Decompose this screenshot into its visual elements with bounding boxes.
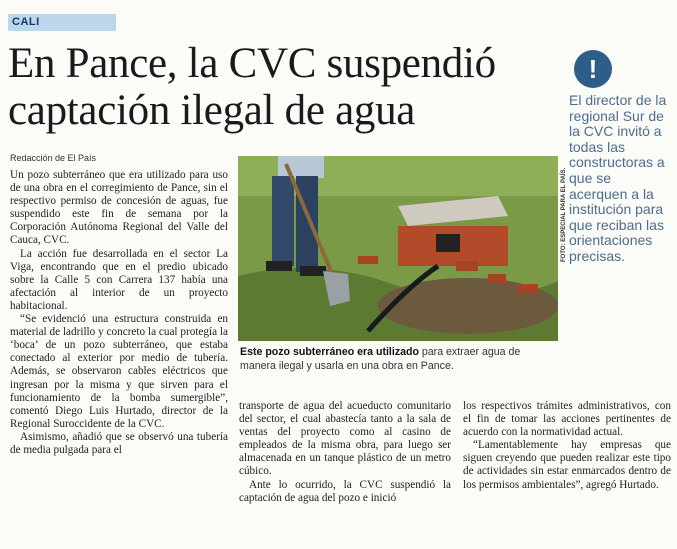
photo-caption-bold: Este pozo subterráneo era utilizado bbox=[240, 346, 419, 358]
headline-line-2: captación ilegal de agua bbox=[8, 87, 416, 134]
well-photo-illustration bbox=[238, 156, 558, 341]
paragraph-5: transporte de agua del acueducto comunitario del sector, el cual abastecía tanto a la sala de ventas del proyecto como al casino de empleados de la misma obra, para luego ser almacenada en un tanque plástico de un metro cúbico. bbox=[239, 400, 451, 478]
section-tag: CALI bbox=[8, 14, 116, 31]
paragraph-2: La acción fue desarrollada en el sector La Viga, encontrando que en el predio ubicado sobre la Calle 5 con Carrera 137 había una afectación al interior de un proyecto habitacional. bbox=[10, 247, 228, 312]
photo-caption-text: para extraer agua de manera ilegal y usarla en una obra en Pance. bbox=[240, 346, 521, 372]
paragraph-1: Un pozo subterráneo que era utilizado para uso de una obra en el corregimiento de Pance, sin el respectivo permiso de concesión de aguas, fue suspendido este fin de semana por la Corporación Autónoma Regional del Valle del Cauca, CVC. bbox=[10, 169, 228, 247]
paragraph-8: “Lamentablemente hay empresas que siguen creyendo que pueden realizar este tipo de actividades sin estar enmarcados dentro de los permisos ambientales”, agregó Hurtado. bbox=[463, 439, 671, 491]
headline-line-1: En Pance, la CVC suspendió bbox=[8, 40, 496, 87]
photo-credit: FOTO: ESPECIAL PARA EL PAÍS. bbox=[561, 167, 567, 262]
paragraph-6: Ante lo ocurrido, la CVC suspendió la captación de agua del pozo e inició bbox=[239, 478, 451, 504]
article-column-3 bbox=[463, 400, 671, 492]
paragraph-7: los respectivos trámites administrativos, con el fin de tomar las acciones pertinentes de acuerdo con la normatividad actual. bbox=[463, 400, 671, 439]
article-column-2 bbox=[239, 400, 451, 505]
exclamation-icon: ! bbox=[574, 50, 612, 88]
byline: Redacción de El País bbox=[10, 153, 97, 163]
well-photo bbox=[238, 156, 558, 341]
article-column-1 bbox=[10, 169, 228, 457]
paragraph-3: “Se evidenció una estructura construida en material de ladrillo y concreto la cual protegía la ‘boca’ de un pozo subterráneo, que estaba conectado al exterior por medio de tubería. Además, se observaron cables eléctricos que ingresan por la misma y que sirven para el funcionamiento de la bomba sumergible”, comentó Diego Luis Hurtado, director de la Regional Suroccidente de la CVC. bbox=[10, 313, 228, 430]
photo-caption bbox=[240, 345, 558, 373]
sidebar-note: El director de la regional Sur de la CVC invitó a todas las constructoras a que se acerquen a la institución para que reciban las orientaciones precisas. bbox=[569, 92, 667, 264]
paragraph-4: Asimismo, añadió que se observó una tubería de media pulgada para el bbox=[10, 430, 228, 456]
headline bbox=[8, 40, 558, 134]
